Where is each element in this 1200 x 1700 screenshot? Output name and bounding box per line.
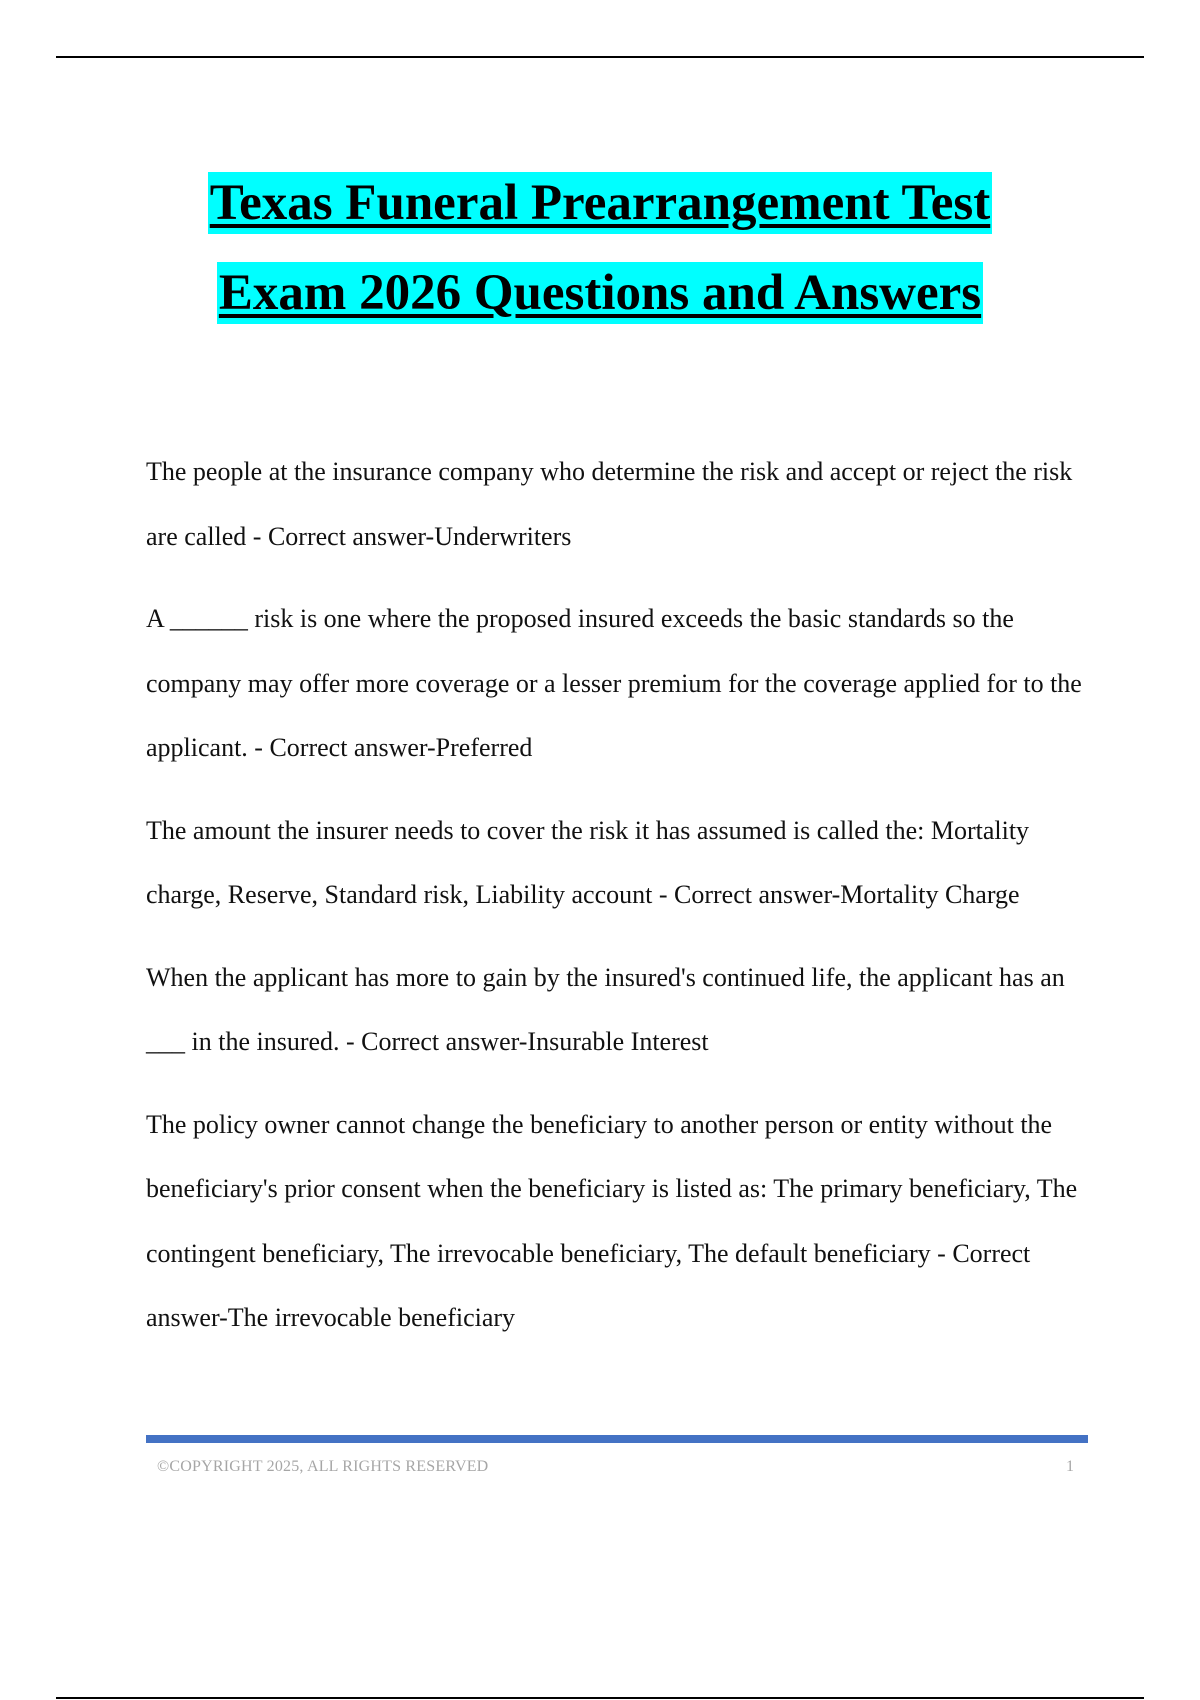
document-title [0,172,1200,324]
footer-copyright: ©COPYRIGHT 2025, ALL RIGHTS RESERVED [157,1458,489,1475]
question-item-2: A ______ risk is one where the proposed insured exceeds the basic standards so the company may offer more coverage or a lesser premium for the coverage applied for to the applicant. - Correct answer-Preferred [146,604,1082,762]
question-item-5: The policy owner cannot change the beneficiary to another person or entity without the beneficiary's prior consent when the beneficiary is listed as: The primary beneficiary, The contingent beneficiary, The irrevocable beneficiary, The default beneficiary - Correct answer-The irrevocable beneficiary [146,1109,1078,1332]
page-top-rule [56,56,1144,58]
question-list [146,440,1091,1369]
question-item-1: The people at the insurance company who determine the risk and accept or reject the risk are called - Correct answer-Underwriters [146,457,1073,551]
footer-divider-bar [146,1435,1088,1443]
page-number: 1 [1066,1458,1074,1475]
question-item-4: When the applicant has more to gain by the insured's continued life, the applicant has an ___ in the insured. - Correct answer-Insurable Interest [146,962,1065,1056]
title-line-2: Exam 2026 Questions and Answers [217,262,983,324]
title-line-1: Texas Funeral Prearrangement Test [208,172,993,234]
page-bottom-rule [56,1697,1144,1699]
question-item-3: The amount the insurer needs to cover the risk it has assumed is called the: Mortality charge, Reserve, Standard risk, Liability account - Correct answer-Mortality Charge [146,815,1030,909]
